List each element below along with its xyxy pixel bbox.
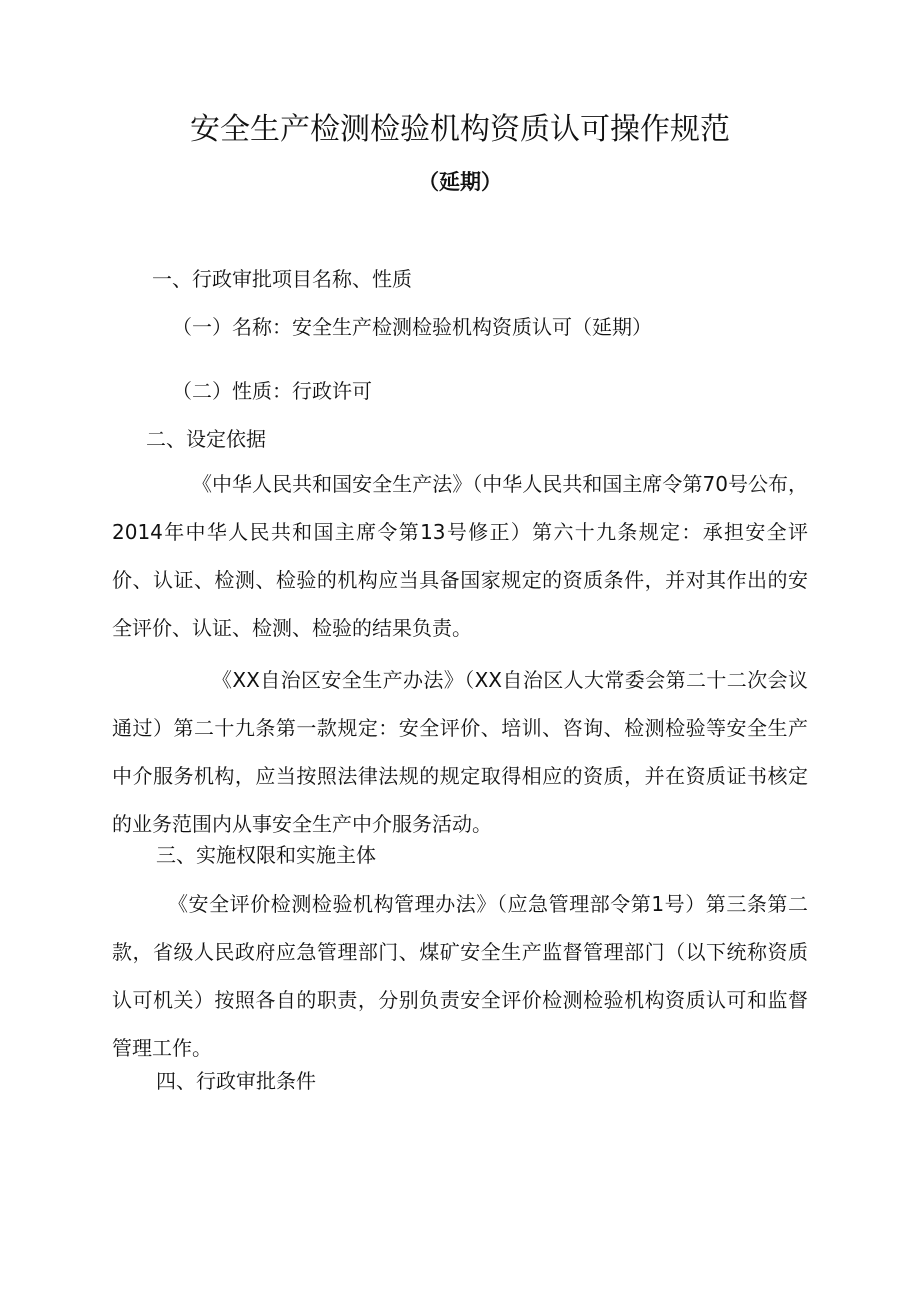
section-heading-2: 二、设定依据: [146, 427, 266, 451]
document-title: 安全生产检测检验机构资质认可操作规范: [190, 112, 730, 147]
section-1-item-name: （一）名称：安全生产检测检验机构资质认可（延期）: [172, 315, 652, 339]
section-2-paragraph-regulation: 《XX自治区安全生产办法》（XX自治区人大常委会第二十二次会议通过）第二十九条第一款规定：安全评价、培训、咨询、检测检验等安全生产中介服务机构，应当按照法律法规的规定取得相应的资质，并在资质证书核定的业务范围内从事安全生产中介服务活动。: [112, 668, 808, 836]
section-heading-3: 三、实施权限和实施主体: [156, 843, 376, 867]
section-2-paragraph-law: 《中华人民共和国安全生产法》（中华人民共和国主席令第70号公布，2014年中华人民共和国主席令第13号修正）第六十九条规定：承担安全评价、认证、检测、检验的机构应当具备国家规定的资质条件，并对其作出的安全评价、认证、检测、检验的结果负责。: [112, 472, 808, 640]
document-subtitle: （延期）: [418, 170, 502, 194]
section-heading-4: 四、行政审批条件: [156, 1069, 316, 1093]
section-3-paragraph: 《安全评价检测检验机构管理办法》（应急管理部令第1号）第三条第二款，省级人民政府应急管理部门、煤矿安全生产监督管理部门（以下统称资质认可机关）按照各自的职责，分别负责安全评价检测检验机构资质认可和监督管理工作。: [112, 892, 808, 1060]
section-heading-1: 一、行政审批项目名称、性质: [152, 267, 412, 291]
section-1-item-nature: （二）性质：行政许可: [172, 379, 372, 403]
